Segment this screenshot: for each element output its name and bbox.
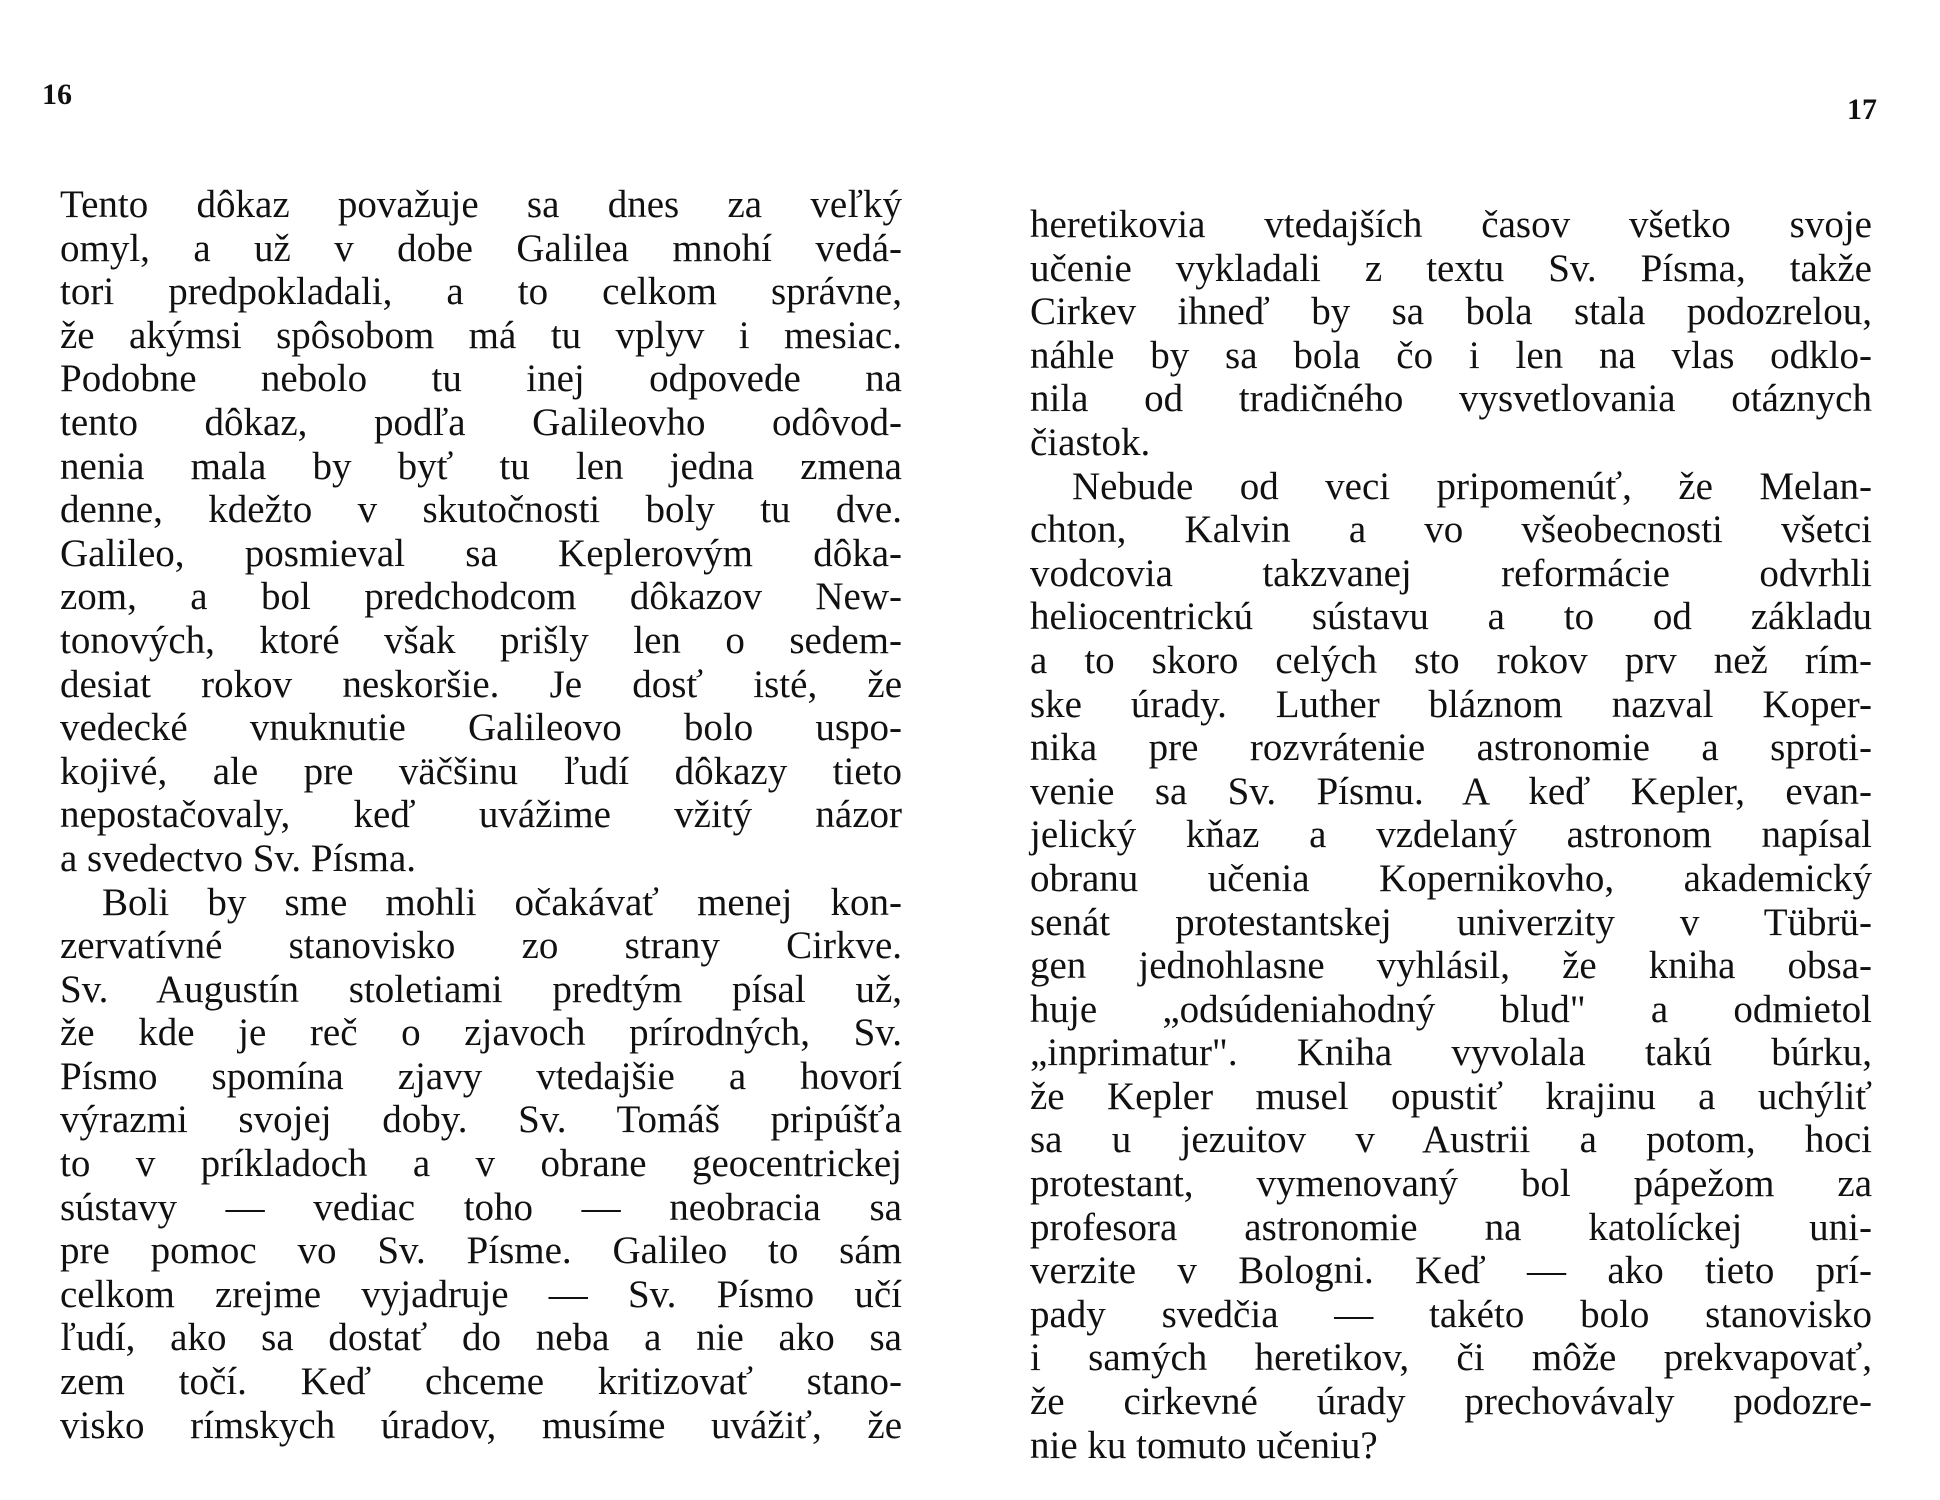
text-line: venie sa Sv. Písmu. A keď Kepler, evan- xyxy=(1030,769,1872,813)
text-line: že kde je reč o zjavoch prírodných, Sv. xyxy=(60,1011,902,1055)
text-line: profesora astronomie na katolíckej uni- xyxy=(1030,1205,1872,1249)
text-line: protestant, vymenovaný bol pápežom za xyxy=(1030,1162,1872,1206)
text-line: Sv. Augustín stoletiami predtým písal už, xyxy=(60,967,902,1011)
text-line: nepostačovaly, keď uvážime vžitý názor xyxy=(60,793,902,837)
text-line: a svedectvo Sv. Písma. xyxy=(60,836,417,880)
text-line: že cirkevné úrady prechovávaly podozre- xyxy=(1030,1380,1872,1424)
text-line: senát protestantskej univerzity v Tübrü- xyxy=(1030,900,1872,944)
text-line: ľudí, ako sa dostať do neba a nie ako sa xyxy=(60,1316,902,1360)
text-line: vedecké vnuknutie Galileovo bolo uspo- xyxy=(60,706,902,750)
text-line: sa u jezuitov v Austrii a potom, hoci xyxy=(1030,1118,1872,1162)
text-line: učenie vykladali z textu Sv. Písma, takže xyxy=(1030,246,1872,290)
text-column xyxy=(60,183,902,1447)
text-line: pre pomoc vo Sv. Písme. Galileo to sám xyxy=(60,1229,902,1273)
text-line: nila od tradičného vysvetlovania otáznych xyxy=(1030,377,1872,421)
text-line: huje „odsúdeniahodný blud" a odmietol xyxy=(1030,987,1872,1031)
text-line: výrazmi svojej doby. Sv. Tomáš pripúšťa xyxy=(60,1098,902,1142)
text-line: čiastok. xyxy=(1030,420,1151,464)
text-line: Nebude od veci pripomenúť, že Melan- xyxy=(1072,464,1872,508)
text-line: že akýmsi spôsobom má tu vplyv i mesiac. xyxy=(60,313,902,357)
text-line: Cirkev ihneď by sa bola stala podozrelou, xyxy=(1030,290,1872,334)
text-line: omyl, a už v dobe Galilea mnohí vedá- xyxy=(60,226,902,270)
text-line: celkom zrejme vyjadruje — Sv. Písmo učí xyxy=(60,1272,902,1316)
text-line: Podobne nebolo tu inej odpovede na xyxy=(60,357,902,401)
page-number: 16 xyxy=(42,78,72,111)
text-line: tonových, ktoré však prišly len o sedem- xyxy=(60,618,902,662)
text-line: nie ku tomuto učeniu? xyxy=(1030,1423,1378,1467)
text-line: vodcovia takzvanej reformácie odvrhli xyxy=(1030,551,1872,595)
text-line: zem točí. Keď chceme kritizovať stano- xyxy=(60,1360,902,1404)
text-line: tento dôkaz, podľa Galileovho odôvod- xyxy=(60,400,902,444)
text-line: desiat rokov neskoršie. Je dosť isté, že xyxy=(60,662,902,706)
text-line: to v príkladoch a v obrane geocentrickej xyxy=(60,1142,902,1186)
text-line: chton, Kalvin a vo všeobecnosti všetci xyxy=(1030,508,1872,552)
text-line: kojivé, ale pre väčšinu ľudí dôkazy tieto xyxy=(60,749,902,793)
text-line: heretikovia vtedajších časov všetko svoje xyxy=(1030,203,1872,246)
text-line: pady svedčia — takéto bolo stanovisko xyxy=(1030,1292,1872,1336)
text-line: zervatívné stanovisko zo strany Cirkve. xyxy=(60,924,902,968)
text-line: „inprimatur". Kniha vyvolala takú búrku, xyxy=(1030,1031,1872,1075)
text-line: obranu učenia Kopernikovho, akademický xyxy=(1030,856,1872,900)
text-line: Boli by sme mohli očakávať menej kon- xyxy=(102,880,902,924)
text-line: Tento dôkaz považuje sa dnes za veľký xyxy=(60,183,902,226)
text-line: jelický kňaz a vzdelaný astronom napísal xyxy=(1030,813,1872,857)
text-line: i samých heretikov, či môže prekvapovať, xyxy=(1030,1336,1872,1380)
text-line: denne, kdežto v skutočnosti boly tu dve. xyxy=(60,488,902,532)
text-line: Písmo spomína zjavy vtedajšie a hovorí xyxy=(60,1054,902,1098)
text-line: gen jednohlasne vyhlásil, že kniha obsa- xyxy=(1030,944,1872,988)
text-line: heliocentrickú sústavu a to od základu xyxy=(1030,595,1872,639)
text-line: Galileo, posmieval sa Keplerovým dôka- xyxy=(60,531,902,575)
text-line: visko rímskych úradov, musíme uvážiť, že xyxy=(60,1403,902,1447)
text-column xyxy=(1030,203,1872,1467)
page-number: 17 xyxy=(1847,93,1877,126)
text-line: nenia mala by byť tu len jedna zmena xyxy=(60,444,902,488)
text-line: tori predpokladali, a to celkom správne, xyxy=(60,270,902,314)
text-line: že Kepler musel opustiť krajinu a uchýliť xyxy=(1030,1074,1872,1118)
text-line: náhle by sa bola čo i len na vlas odklo- xyxy=(1030,333,1872,377)
text-line: zom, a bol predchodcom dôkazov New- xyxy=(60,575,902,619)
text-line: verzite v Bologni. Keď — ako tieto prí- xyxy=(1030,1249,1872,1293)
text-line: sústavy — vediac toho — neobracia sa xyxy=(60,1185,902,1229)
right-page xyxy=(970,0,1940,1500)
text-line: ske úrady. Luther bláznom nazval Koper- xyxy=(1030,682,1872,726)
text-line: a to skoro celých sto rokov prv než rím- xyxy=(1030,638,1872,682)
text-line: nika pre rozvrátenie astronomie a sproti- xyxy=(1030,726,1872,770)
